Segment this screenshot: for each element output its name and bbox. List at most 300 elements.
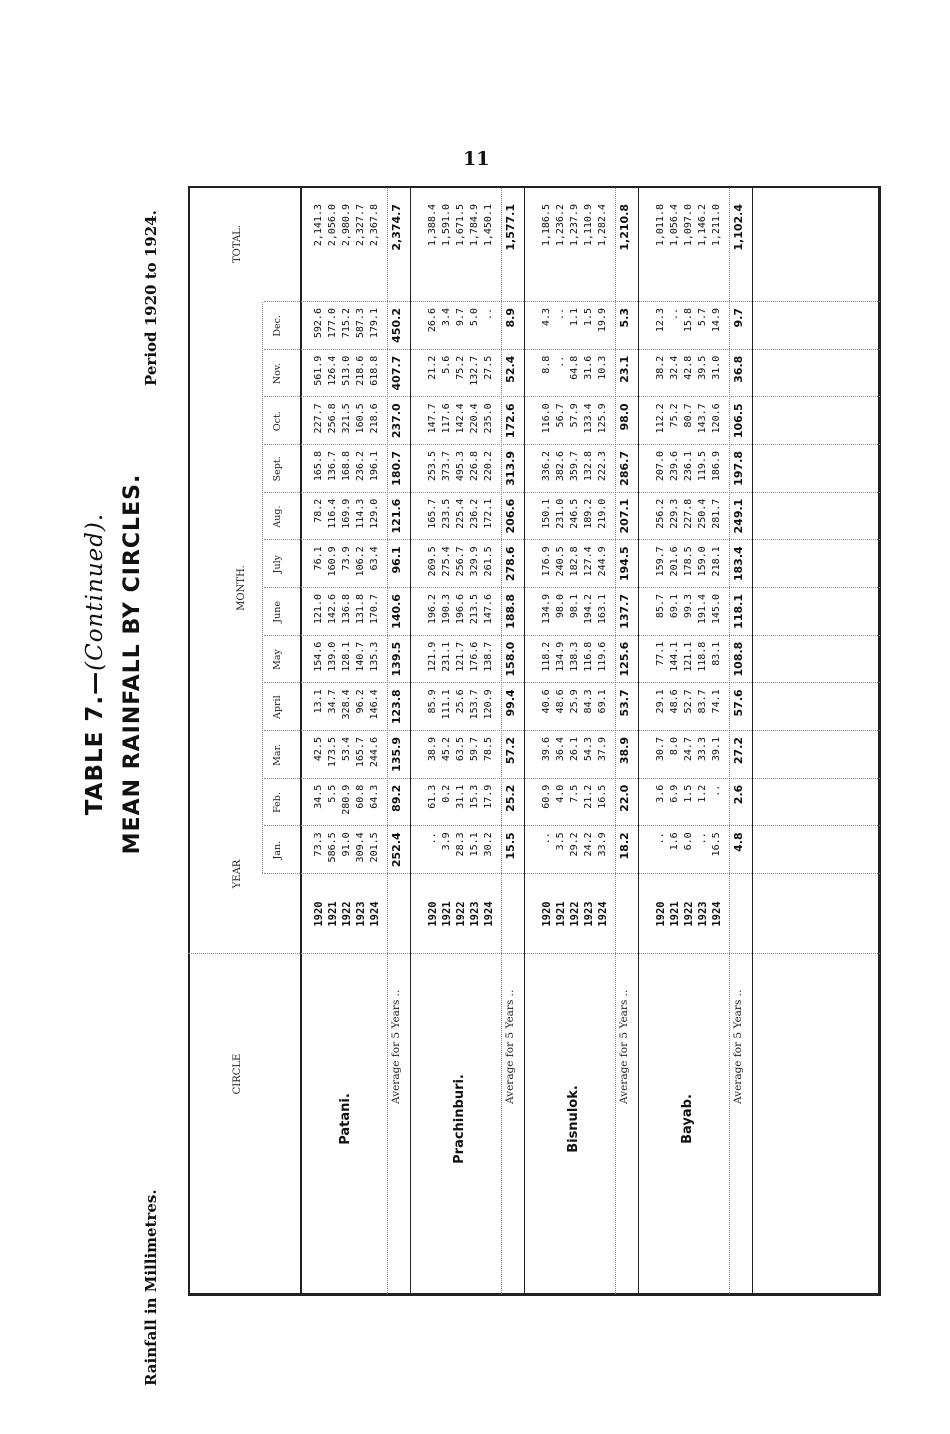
cell-value: 134.9 [555,641,566,672]
title-suffix: (Continued). [82,512,108,671]
cell-value: 125.9 [597,403,608,434]
average-value-10: 172.6 [504,403,517,439]
month-column-3 [654,737,724,779]
cell-value: 220.2 [483,451,494,482]
cell-value: 91.0 [341,832,352,857]
total-value: 1,237.9 [569,204,580,247]
cell-value: 3.5 [555,832,566,851]
average-value-8: 206.6 [504,498,517,534]
cell-value: 98.0 [555,594,566,619]
cell-value: 61.3 [427,784,438,809]
year-value: 1923 [583,901,595,927]
average-value-7: 278.6 [504,546,517,582]
month-column-12 [312,308,382,350]
cell-value: 77.1 [655,641,666,666]
cell-value: 8.0 [669,737,680,756]
cell-value: .. [555,355,566,368]
year-value: 1922 [455,901,467,927]
cell-value: 38.9 [427,737,438,762]
cell-value: 275.4 [441,546,452,577]
average-label: Average for 5 Years .. [504,989,516,1104]
month-header-7: July [272,555,283,574]
month-column-1 [312,832,382,874]
average-value-5: 125.6 [618,641,631,677]
cell-value: 116.8 [583,641,594,672]
total-value: 1,186.5 [541,204,552,247]
total-value: 1,236.2 [555,204,566,247]
cell-value: 233.5 [441,498,452,529]
month-column-10 [540,403,610,445]
month-header-3: Mar. [272,743,283,766]
average-label: Average for 5 Years .. [732,989,744,1104]
cell-value: 73.9 [341,546,352,571]
cell-value: 329.9 [469,546,480,577]
cell-value: .. [427,832,438,845]
cell-value: 25.9 [569,689,580,714]
cell-value: 25.6 [455,689,466,714]
cell-value: 13.1 [313,689,324,714]
year-value: 1923 [469,901,481,927]
cell-value: 121.1 [683,641,694,672]
cell-value: 31.1 [455,784,466,809]
average-value-10: 106.5 [732,403,745,439]
cell-value: 256.8 [327,403,338,434]
cell-value: 359.7 [569,451,580,482]
cell-value: 218.1 [711,546,722,577]
cell-value: 5.7 [697,308,708,327]
header-bottom-rule [300,186,302,1296]
cell-value: 561.9 [313,355,324,386]
cell-value: 7.5 [569,784,580,803]
period-note: Period 1920 to 1924. [142,210,160,386]
cell-value: 309.4 [355,832,366,863]
cell-value: 42.8 [683,355,694,380]
cell-value: 227.8 [683,498,694,529]
cell-value: 76.1 [313,546,324,571]
cell-value: 139.0 [327,641,338,672]
cell-value: 201.6 [669,546,680,577]
average-value-6: 188.8 [504,594,517,629]
circle-name: Bisnulok. [566,1085,581,1153]
circle-name: Bayab. [680,1094,695,1144]
title-prefix: TABLE 7.— [82,670,108,816]
cell-value: 15.8 [683,308,694,333]
cell-value: 281.7 [711,498,722,529]
cell-value: 118.2 [541,641,552,672]
total-value: 1,146.2 [697,204,708,247]
average-value-12: 9.7 [732,308,745,328]
frame-right [188,186,880,188]
cell-value: 165.7 [427,498,438,529]
average-value-1: 252.4 [390,832,403,868]
average-value-10: 237.0 [390,403,403,439]
cell-value: 0.2 [441,784,452,803]
cell-value: .. [669,308,680,321]
year-column [654,874,724,954]
cell-value: 31.6 [583,355,594,380]
total-value: 1,211.0 [711,204,722,247]
cell-value: 120.9 [483,689,494,720]
month-column-11 [426,356,496,398]
average-value-10: 98.0 [618,403,631,431]
cell-value: 142.4 [455,403,466,434]
month-header-10: Oct. [272,411,283,432]
month-column-8 [426,499,496,541]
average-value-6: 118.1 [732,594,745,629]
cell-value: 280.9 [341,784,352,815]
month-column-5 [426,642,496,684]
cell-value: 56.7 [555,403,566,428]
cell-value: 160.9 [327,546,338,577]
month-column-7 [426,546,496,588]
month-column-11 [312,356,382,398]
cell-value: 64.8 [569,355,580,380]
cell-value: 48.6 [555,689,566,714]
month-column-7 [312,546,382,588]
cell-value: 138.3 [569,641,580,672]
cell-value: 29.1 [655,689,666,714]
page-number: 11 [463,148,490,170]
average-value-12: 450.2 [390,308,403,343]
average-value-9: 286.7 [618,451,631,486]
month-column-1 [426,832,496,874]
cell-value: 229.3 [669,498,680,529]
month-column-12 [654,308,724,350]
cell-value: 226.8 [469,451,480,482]
month-header-1: Jan. [272,840,283,860]
cell-value: 227.7 [313,403,324,434]
block-separator [410,186,411,1296]
average-value-11: 23.1 [618,355,631,383]
month-header-11: Nov. [272,362,283,385]
total-value: 2,327.7 [355,204,366,247]
cell-value: .. [483,308,494,321]
cell-value: 38.2 [655,355,666,380]
cell-value: 78.2 [313,498,324,523]
cell-value: 196.2 [427,594,438,625]
cell-value: 142.6 [327,594,338,625]
month-column-6 [426,594,496,636]
month-column-6 [540,594,610,636]
cell-value: 201.5 [369,832,380,863]
cell-value: 179.1 [369,308,380,339]
month-column-2 [654,785,724,827]
month-column-4 [540,689,610,731]
cell-value: 495.3 [455,451,466,482]
average-value-8: 121.6 [390,498,403,534]
cell-value: 231.1 [441,641,452,672]
frame-bottom [878,186,881,1296]
average-row-rule [501,188,502,1294]
average-value-5: 139.5 [390,641,403,677]
total-value: 1,097.0 [683,204,694,247]
average-total: 1,577.1 [504,204,517,251]
cell-value: 129.0 [369,498,380,529]
cell-value: 235.0 [483,403,494,434]
header-month: MONTH. [236,565,247,611]
average-value-4: 57.6 [732,689,745,717]
cell-value: 126.4 [327,355,338,386]
cell-value: 587.3 [355,308,366,339]
month-column-11 [540,356,610,398]
cell-value: 135.3 [369,641,380,672]
cell-value: 118.8 [697,641,708,672]
average-value-3: 57.2 [504,737,517,765]
cell-value: 21.2 [427,355,438,380]
cell-value: 189.2 [583,498,594,529]
average-value-5: 108.8 [732,641,745,677]
average-value-12: 8.9 [504,308,517,328]
average-row-rule [729,188,730,1294]
month-column-2 [426,785,496,827]
total-column [540,204,610,294]
cell-value: 34.5 [313,784,324,809]
cell-value: 33.9 [597,832,608,857]
month-header-2: Feb. [272,792,283,813]
cell-value: .. [555,308,566,321]
cell-value: 1.1 [569,308,580,327]
cell-value: 114.3 [355,498,366,529]
cell-value: 134.9 [541,594,552,625]
average-value-2: 25.2 [504,784,517,812]
header-year: YEAR [232,859,243,889]
cell-value: 78.5 [483,737,494,762]
average-value-3: 38.9 [618,737,631,765]
cell-value: 715.2 [341,308,352,339]
cell-value: 253.5 [427,451,438,482]
cell-value: 85.7 [655,594,666,619]
year-value: 1924 [711,901,723,927]
month-column-8 [540,499,610,541]
cell-value: 74.1 [711,689,722,714]
cell-value: 119.6 [597,641,608,672]
cell-value: 190.3 [441,594,452,625]
block-separator [752,186,753,1296]
cell-value: 15.3 [469,784,480,809]
block-separator [638,186,639,1296]
cell-value: 219.0 [597,498,608,529]
cell-value: 40.6 [541,689,552,714]
cell-value: 98.1 [569,594,580,619]
cell-value: 15.1 [469,832,480,857]
cell-value: 111.1 [441,689,452,720]
cell-value: 112.2 [655,403,666,434]
cell-value: 27.5 [483,355,494,380]
cell-value: 159.0 [697,546,708,577]
average-label: Average for 5 Years .. [390,989,402,1104]
cell-value: 250.4 [697,498,708,529]
cell-value: 39.6 [541,737,552,762]
cell-value: 132.8 [583,451,594,482]
table-subtitle: MEAN RAINFALL BY CIRCLES. [120,473,145,855]
cell-value: 75.2 [455,355,466,380]
cell-value: 145.0 [711,594,722,625]
month-header-4: April [272,695,283,719]
cell-value: 382.6 [555,451,566,482]
cell-value: 16.5 [711,832,722,857]
month-header-5: May [272,649,283,670]
month-header-8: Aug. [272,505,283,528]
total-value: 1,784.9 [469,204,480,247]
cell-value: .. [711,784,722,797]
cell-value: 60.9 [541,784,552,809]
total-value: 1,011.8 [655,204,666,247]
month-column-8 [654,499,724,541]
month-header-6: June [272,601,283,623]
month-column-2 [540,785,610,827]
cell-value: 153.7 [469,689,480,720]
year-value: 1922 [341,901,353,927]
cell-value: 5.0 [469,308,480,327]
year-value: 1920 [541,901,553,927]
cell-value: 3.6 [655,784,666,803]
month-column-6 [654,594,724,636]
cell-value: 31.0 [711,355,722,380]
cell-value: 168.8 [341,451,352,482]
year-value: 1920 [655,901,667,927]
cell-value: 39.5 [697,355,708,380]
cell-value: 26.1 [569,737,580,762]
cell-value: 176.9 [541,546,552,577]
cell-value: 159.7 [655,546,666,577]
cell-value: 144.1 [669,641,680,672]
cell-value: 121.0 [313,594,324,625]
cell-value: 54.3 [583,737,594,762]
frame-top [188,186,190,1296]
month-column-9 [654,451,724,493]
average-total: 1,102.4 [732,204,745,251]
month-header-12: Dec. [272,315,283,337]
month-column-6 [312,594,382,636]
year-value: 1920 [427,901,439,927]
cell-value: 5.5 [327,784,338,803]
year-value: 1923 [697,901,709,927]
cell-value: 321.5 [341,403,352,434]
cell-value: 170.7 [369,594,380,625]
cell-value: 173.5 [327,737,338,768]
cell-value: 207.0 [655,451,666,482]
month-column-1 [654,832,724,874]
cell-value: .. [541,832,552,845]
cell-value: 256.7 [455,546,466,577]
average-row-rule [615,188,616,1294]
cell-value: 16.5 [597,784,608,809]
year-column [426,874,496,954]
average-value-11: 52.4 [504,355,517,383]
year-value: 1924 [597,901,609,927]
cell-value: 261.5 [483,546,494,577]
cell-value: 33.3 [697,737,708,762]
cell-value: 146.4 [369,689,380,720]
cell-value: 136.7 [327,451,338,482]
cell-value: 5.6 [441,355,452,374]
average-value-2: 2.6 [732,784,745,805]
cell-value: 6.0 [683,832,694,851]
cell-value: 182.8 [569,546,580,577]
cell-value: 176.6 [469,641,480,672]
cell-value: 121.9 [427,641,438,672]
cell-value: 48.6 [669,689,680,714]
year-value: 1920 [313,901,325,927]
total-column [426,204,496,294]
cell-value: 63.4 [369,546,380,571]
cell-value: 244.9 [597,546,608,577]
header-total: TOTAL. [232,224,243,264]
cell-value: 143.7 [697,403,708,434]
cell-value: 53.4 [341,737,352,762]
circle-name: Patani. [338,1093,353,1145]
cell-value: 26.6 [427,308,438,333]
cell-value: 1.6 [669,832,680,851]
month-column-1 [540,832,610,874]
cell-value: 45.2 [441,737,452,762]
cell-value: 163.1 [597,594,608,625]
month-col-rule [264,301,880,302]
cell-value: 218.6 [369,403,380,434]
cell-value: 116.4 [327,498,338,529]
month-column-3 [312,737,382,779]
cell-value: 513.0 [341,355,352,386]
month-subheader-rule [262,302,263,874]
average-value-4: 53.7 [618,689,631,717]
cell-value: 75.2 [669,403,680,428]
cell-value: 19.9 [597,308,608,333]
cell-value: 37.9 [597,737,608,762]
cell-value: 1.5 [683,784,694,803]
cell-value: 131.8 [355,594,366,625]
month-column-5 [654,642,724,684]
average-value-5: 158.0 [504,641,517,677]
average-value-3: 135.9 [390,737,403,772]
cell-value: 64.3 [369,784,380,809]
month-column-3 [540,737,610,779]
cell-value: 29.2 [569,832,580,857]
cell-value: 191.4 [697,594,708,625]
cell-value: 132.7 [469,355,480,386]
cell-value: 178.5 [683,546,694,577]
average-value-9: 313.9 [504,451,517,486]
cell-value: 30.2 [483,832,494,857]
cell-value: 147.7 [427,403,438,434]
cell-value: 121.7 [455,641,466,672]
cell-value: 69.1 [597,689,608,714]
cell-value: 21.2 [583,784,594,809]
cell-value: 42.5 [313,737,324,762]
cell-value: 586.5 [327,832,338,863]
cell-value: 222.3 [597,451,608,482]
cell-value: 3.9 [441,832,452,851]
cell-value: 140.7 [355,641,366,672]
average-value-1: 18.2 [618,832,631,860]
total-value: 2,056.0 [327,204,338,247]
average-row-rule [387,188,388,1294]
average-value-7: 183.4 [732,546,745,582]
cell-value: 10.3 [597,355,608,380]
month-column-7 [540,546,610,588]
cell-value: 1.2 [697,784,708,803]
cell-value: 138.7 [483,641,494,672]
cell-value: 336.2 [541,451,552,482]
total-column [312,204,382,294]
average-value-9: 180.7 [390,451,403,486]
month-column-10 [426,403,496,445]
average-value-6: 137.7 [618,594,631,629]
average-value-7: 96.1 [390,546,403,574]
year-value: 1924 [483,901,495,927]
month-column-11 [654,356,724,398]
year-column [312,874,382,954]
cell-value: 24.7 [683,737,694,762]
